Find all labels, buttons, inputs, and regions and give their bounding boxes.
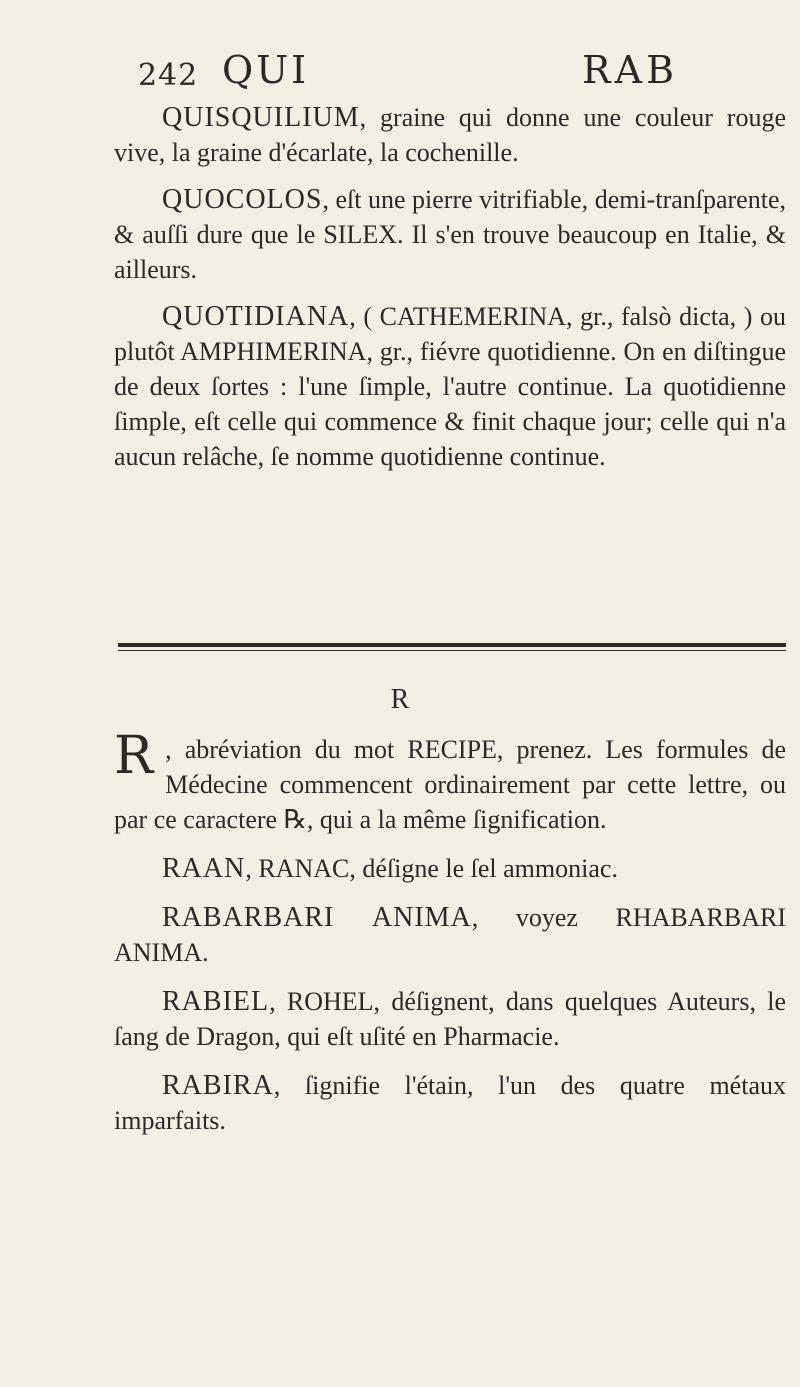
entry xyxy=(114,984,786,1054)
entry-text: , RANAC, déſigne le ſel ammoniac. xyxy=(245,854,618,883)
entry xyxy=(114,299,786,474)
section-divider xyxy=(118,643,786,651)
entries-q xyxy=(114,100,786,486)
entry-headword: QUOTIDIANA xyxy=(162,301,350,332)
entries-r xyxy=(114,726,786,1152)
drop-cap: R xyxy=(114,726,154,786)
entry xyxy=(114,1068,786,1138)
running-header xyxy=(138,48,678,98)
entry-text: , ( CATHEMERINA, gr., falsò dicta, ) ou plutôt AMPHIMERINA, gr., fiévre quotidienne. On en diſtingue de deux ſortes : l'une ſimple, l'autre continue. La quotidienne ſimple, eſt celle qui commence & finit chaque jour; celle qui n'a aucun relâche, ſe nomme quotidienne continue. xyxy=(114,302,786,471)
divider-thick xyxy=(118,643,786,647)
entry-headword: QUISQUILIUM xyxy=(162,102,360,133)
entry-headword: RABIRA xyxy=(162,1070,274,1101)
divider-thin xyxy=(118,650,786,651)
entry-text: , abréviation du mot RECIPE, prenez. Les formules de Médecine commencent ordinairement par cette lettre, ou par ce caractere ℞, qui a la même ſignification. xyxy=(114,735,786,834)
entry-text: , ſignifie l'étain, l'un des quatre métaux imparfaits. xyxy=(114,1071,786,1135)
entry-text: , voyez RHABARBARI ANIMA. xyxy=(114,903,786,967)
entry-headword: RABIEL xyxy=(162,986,270,1017)
entry-headword: RAAN xyxy=(162,853,246,884)
header-left-word: QUI xyxy=(222,48,310,92)
page-number: 242 xyxy=(138,58,199,93)
entry xyxy=(114,851,786,886)
entry xyxy=(114,726,786,837)
entry-text: , graine qui donne une couleur rouge vive, la graine d'écarlate, la cochenille. xyxy=(114,103,786,167)
entry-text: , ROHEL, déſignent, dans quelques Auteurs, le ſang de Dragon, qui eſt uſité en Pharmacie. xyxy=(114,987,786,1051)
header-right-word: RAB xyxy=(582,48,678,92)
entry-headword: QUOCOLOS xyxy=(162,184,323,215)
entry-headword: RABARBARI ANIMA xyxy=(162,902,472,933)
entry xyxy=(114,900,786,970)
entry-text: , eſt une pierre vitrifiable, demi-tranſparente, & auſſi dure que le SILEX. Il s'en trouve beaucoup en Italie, & ailleurs. xyxy=(114,185,786,284)
section-letter: R xyxy=(390,684,410,715)
entry xyxy=(114,100,786,170)
entry xyxy=(114,182,786,287)
